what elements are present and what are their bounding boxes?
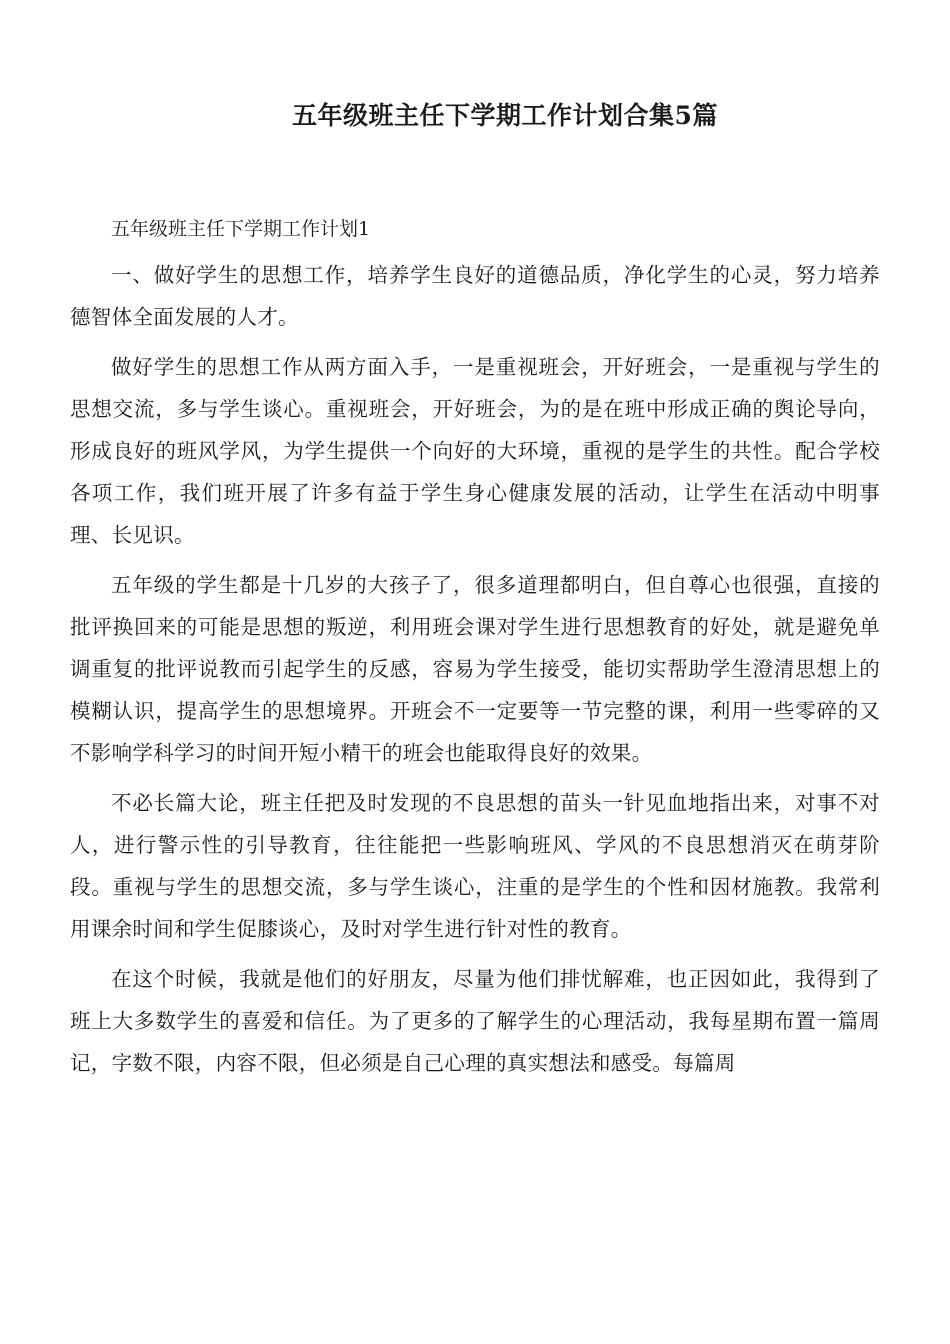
paragraph-1: 一、做好学生的思想工作，培养学生良好的道德品质，净化学生的心灵，努力培养德智体全面发展的人才。	[70, 263, 880, 329]
section-heading: 五年级班主任下学期工作计划1	[111, 218, 371, 240]
document-title: 五年级班主任下学期工作计划合集5篇	[292, 101, 718, 130]
paragraph-2: 做好学生的思想工作从两方面入手，一是重视班会，开好班会，一是重视与学生的思想交流，多与学生谈心。重视班会，开好班会，为的是在班中形成正确的舆论导向，形成良好的班风学风，为学生提供一个向好的大环境，重视的是学生的共性。配合学校各项工作，我们班开展了许多有益于学生身心健康发展的活动，让学生在活动中明事理、长见识。	[70, 355, 880, 547]
paragraph-5: 在这个时候，我就是他们的好朋友，尽量为他们排忧解难，也正因如此，我得到了班上大多数学生的喜爱和信任。为了更多的了解学生的心理活动，我每星期布置一篇周记，字数不限，内容不限，但必须是自己心理的真实想法和感受。每篇周	[70, 967, 880, 1075]
paragraph-3: 五年级的学生都是十几岁的大孩子了，很多道理都明白，但自尊心也很强，直接的批评换回来的可能是思想的叛逆，利用班会课对学生进行思想教育的好处，就是避免单调重复的批评说教而引起学生的反感，容易为学生接受，能切实帮助学生澄清思想上的模糊认识，提高学生的思想境界。开班会不一定要等一节完整的课，利用一些零碎的又不影响学科学习的时间开短小精干的班会也能取得良好的效果。	[70, 573, 880, 765]
document-body	[70, 212, 880, 1092]
paragraph-4: 不必长篇大论，班主任把及时发现的不良思想的苗头一针见血地指出来，对事不对人，进行警示性的引导教育，往往能把一些影响班风、学风的不良思想消灭在萌芽阶段。重视与学生的思想交流，多与学生谈心，注重的是学生的个性和因材施教。我常利用课余时间和学生促膝谈心，及时对学生进行针对性的教育。	[70, 791, 880, 941]
